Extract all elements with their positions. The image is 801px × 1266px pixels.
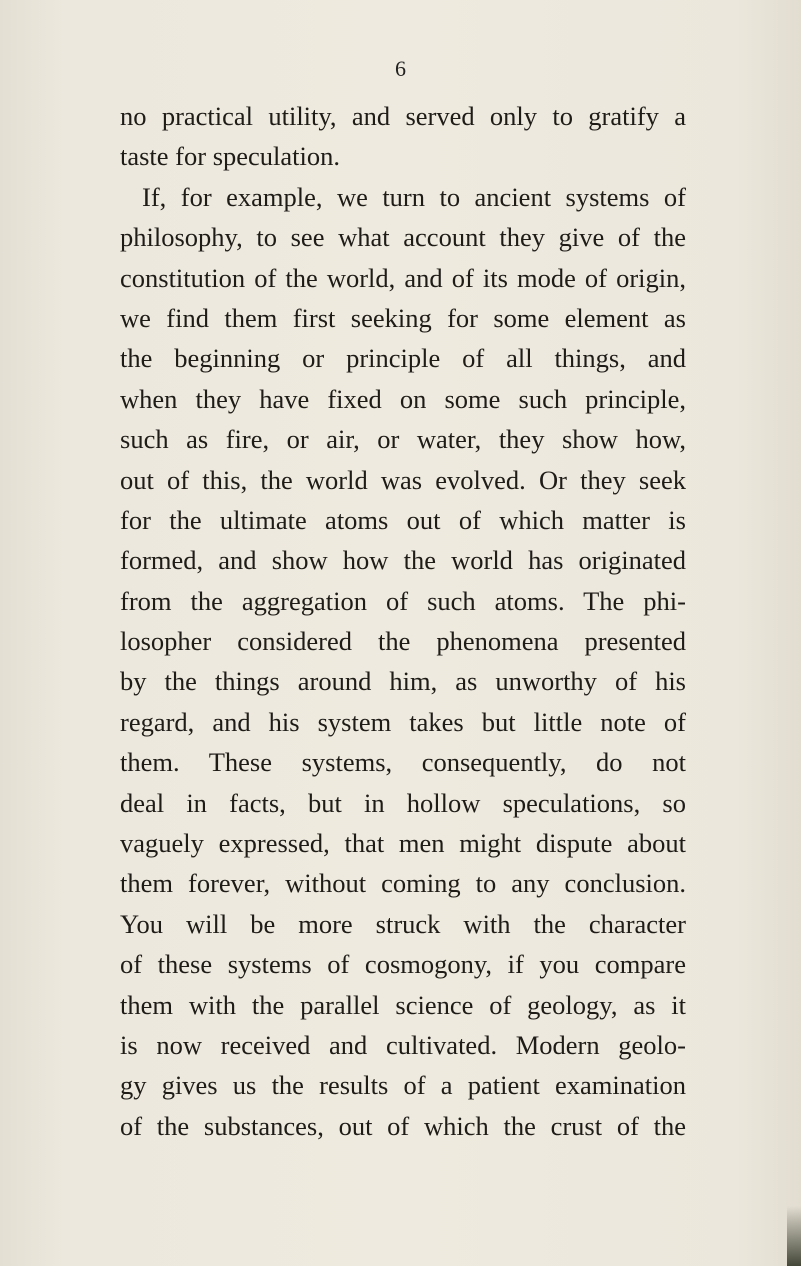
text-line: regard, and his system takes but little note of [120,706,686,737]
text-line: them forever, without coming to any conclusion. [120,868,686,899]
text-line: we find them first seeking for some element as [120,302,686,333]
text-line: constitution of the world, and of its mode of origin, [120,262,686,293]
text-line: If, for example, we turn to ancient systems of [142,181,686,212]
text-line: of the substances, out of which the crust of the [120,1110,686,1141]
text-line: philosophy, to see what account they give of the [120,222,686,253]
text-line: deal in facts, but in hollow speculations, so [120,787,686,818]
text-line: by the things around him, as unworthy of his [120,666,686,697]
text-line: formed, and show how the world has originated [120,545,686,576]
text-line: taste for speculation. [120,141,341,172]
text-line: of these systems of cosmogony, if you compare [120,949,686,980]
page-edge-shadow [787,1206,801,1266]
page-number: 6 [395,56,406,81]
text-line: from the aggregation of such atoms. The phi- [120,585,686,616]
text-line: gy gives us the results of a patient examination [120,1070,686,1101]
text-line: vaguely expressed, that men might dispute about [120,828,686,859]
text-line: out of this, the world was evolved. Or they seek [120,464,686,495]
text-line: is now received and cultivated. Modern geolo- [120,1029,686,1060]
text-line: them. These systems, consequently, do not [120,747,686,778]
body-text [120,96,686,1146]
text-line: You will be more struck with the character [120,908,686,939]
text-line: when they have fixed on some such principle, [120,383,686,414]
text-line: them with the parallel science of geology, as it [120,989,686,1020]
text-line: the beginning or principle of all things, and [120,343,686,374]
text-line: such as fire, or air, or water, they show how, [120,424,686,455]
text-line: losopher considered the phenomena presented [120,626,686,657]
text-line: for the ultimate atoms out of which matter is [120,504,686,535]
text-line: no practical utility, and served only to gratify a [120,101,686,131]
